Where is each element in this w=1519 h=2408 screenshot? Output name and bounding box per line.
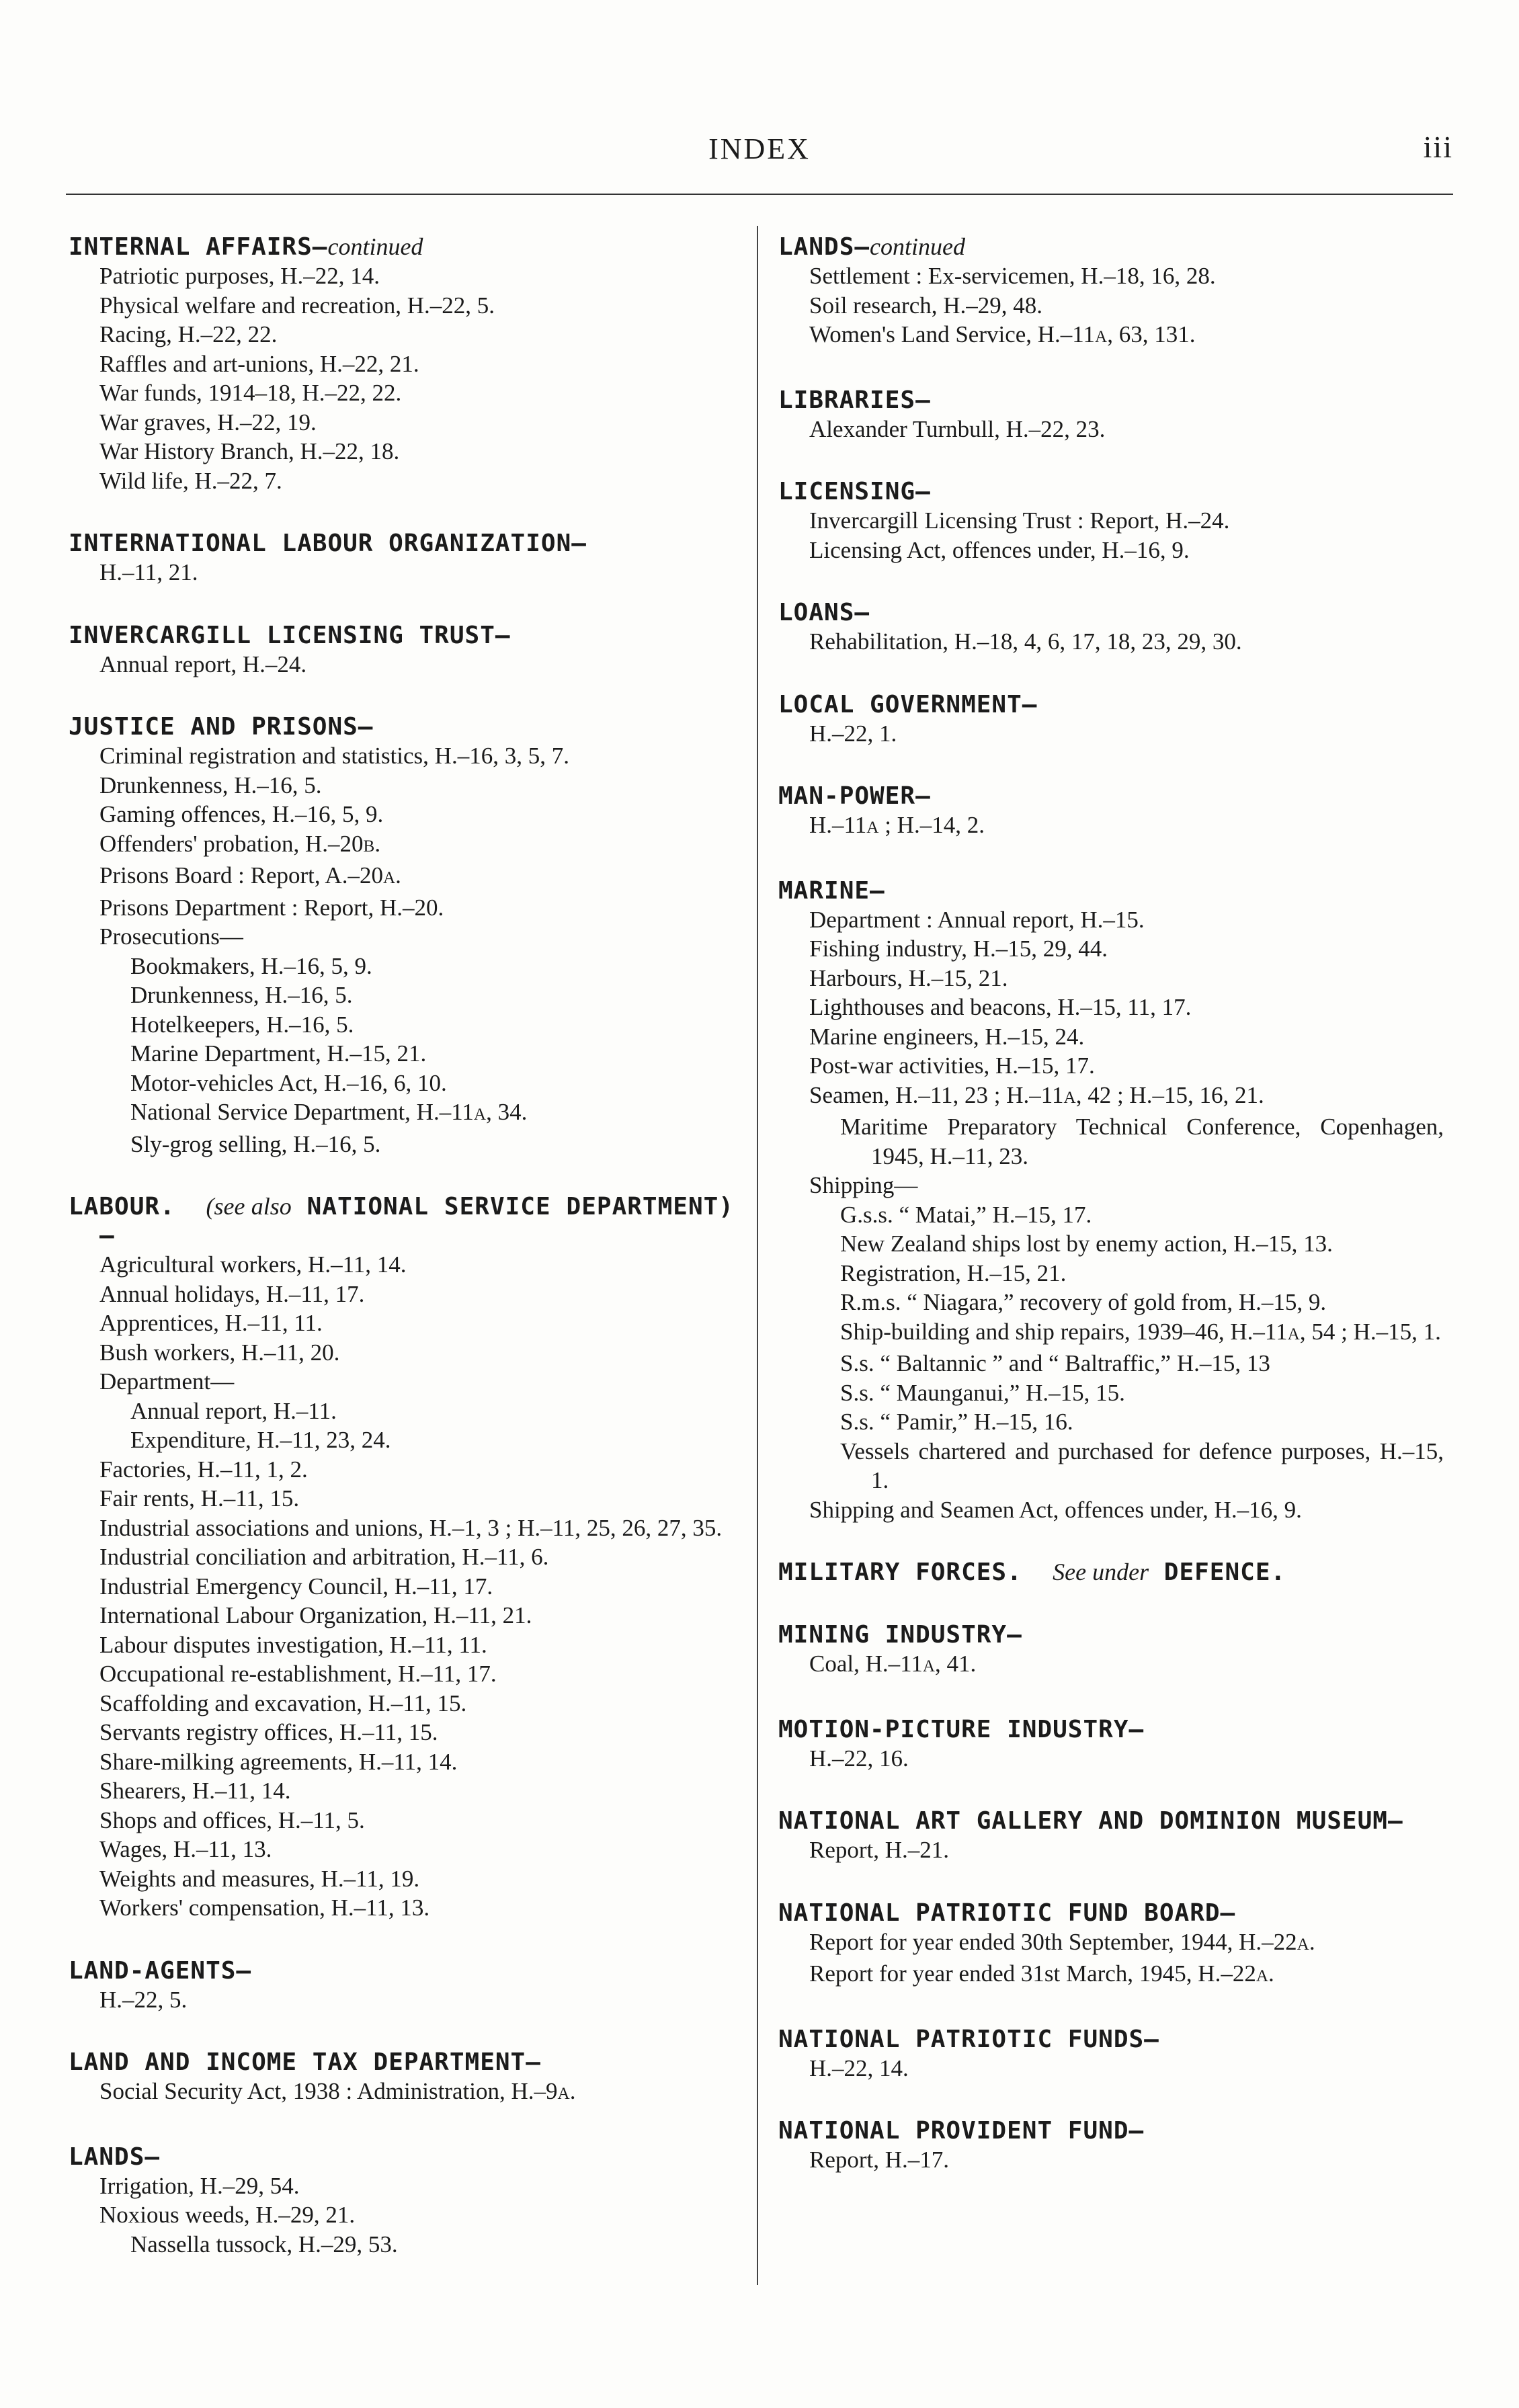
- heading-text: LAND AND INCOME TAX DEPARTMENT—: [69, 2048, 541, 2076]
- index-subentry: Shipping—: [809, 1172, 918, 1198]
- index-subentry: Harbours, H.–15, 21.: [809, 964, 1008, 991]
- heading-text: NATIONAL PATRIOTIC FUNDS—: [778, 2025, 1159, 2053]
- entry-heading: [69, 621, 734, 650]
- index-subentry: Irrigation, H.–29, 54.: [99, 2172, 300, 2199]
- heading-text: NATIONAL PROVIDENT FUND—: [778, 2117, 1145, 2145]
- report-suffix: A: [1063, 1088, 1076, 1107]
- entry-heading: [69, 233, 734, 261]
- index-subsubentry: S.s. “ Pamir,” H.–15, 16.: [840, 1409, 1073, 1435]
- heading-text: MILITARY FORCES.: [778, 1559, 1022, 1586]
- heading-tail: DEFENCE.: [1163, 1559, 1286, 1586]
- index-subentry: Offenders' probation, H.–20B.: [99, 830, 381, 857]
- index-subsubentry: Registration, H.–15, 21.: [840, 1259, 1067, 1286]
- index-subentry: Lighthouses and beacons, H.–15, 11, 17.: [809, 994, 1192, 1020]
- index-entry: [778, 1899, 1444, 1991]
- entry-heading: [778, 1620, 1444, 1649]
- index-subentry: Racing, H.–22, 22.: [99, 321, 278, 347]
- index-entry: [778, 876, 1444, 1525]
- report-suffix: B: [363, 837, 375, 856]
- heading-text: LOCAL GOVERNMENT—: [778, 690, 1038, 718]
- index-subsubentry: Ship-building and ship repairs, 1939–46, H.–11A, 54 ; H.–15, 1.: [840, 1318, 1441, 1345]
- index-entry: [778, 1807, 1444, 1865]
- index-subentry: H.–22, 5.: [99, 1986, 188, 2013]
- page-number: iii: [1423, 130, 1453, 164]
- entry-heading: [778, 876, 1444, 905]
- index-subentry: Servants registry offices, H.–11, 15.: [99, 1719, 438, 1745]
- index-entry: [69, 1956, 734, 2015]
- heading-text: LICENSING—: [778, 478, 931, 505]
- index-subentry: H.–22, 1.: [809, 720, 897, 747]
- index-subentry: Prisons Board : Report, A.–20A.: [99, 862, 401, 888]
- heading-text: NATIONAL PATRIOTIC FUND BOARD—: [778, 1899, 1236, 1927]
- index-entry: [69, 2143, 734, 2259]
- index-subsubentry: Annual report, H.–11.: [130, 1397, 337, 1424]
- entry-heading: [778, 233, 1444, 261]
- index-subsubentry: Nassella tussock, H.–29, 53.: [130, 2231, 398, 2257]
- index-subsubentry: Marine Department, H.–15, 21.: [130, 1040, 427, 1067]
- entry-heading: [69, 2143, 734, 2171]
- index-subentry: Rehabilitation, H.–18, 4, 6, 17, 18, 23, 29, 30.: [809, 628, 1242, 655]
- index-subentry: Shipping and Seamen Act, offences under, H.–16, 9.: [809, 1496, 1302, 1523]
- index-subentry: International Labour Organization, H.–11, 21.: [99, 1602, 532, 1628]
- entry-heading: [69, 529, 734, 558]
- entry-heading: [69, 1192, 734, 1250]
- index-entry: [778, 598, 1444, 657]
- entry-heading: [778, 598, 1444, 627]
- index-subentry: Noxious weeds, H.–29, 21.: [99, 2202, 356, 2228]
- heading-note: continued: [327, 233, 423, 260]
- report-suffix: A: [1256, 1967, 1269, 1985]
- index-subentry: Workers' compensation, H.–11, 13.: [99, 1895, 430, 1921]
- entry-heading: [778, 386, 1444, 415]
- index-subsubentry: G.s.s. “ Matai,” H.–15, 17.: [840, 1201, 1092, 1228]
- entry-heading: [778, 1899, 1444, 1927]
- report-suffix: A: [1297, 1935, 1309, 1954]
- index-subentry: Criminal registration and statistics, H.–16, 3, 5, 7.: [99, 743, 569, 769]
- index-subentry: H.–11A ; H.–14, 2.: [809, 812, 985, 838]
- index-subsubentry: Bookmakers, H.–16, 5, 9.: [130, 952, 372, 979]
- heading-text: JUSTICE AND PRISONS—: [69, 713, 374, 741]
- index-subentry: Factories, H.–11, 1, 2.: [99, 1456, 308, 1483]
- index-subentry: Wages, H.–11, 13.: [99, 1836, 272, 1862]
- index-subsubentry: S.s. “ Maunganui,” H.–15, 15.: [840, 1379, 1125, 1406]
- index-subsubentry: Drunkenness, H.–16, 5.: [130, 982, 353, 1008]
- left-column: [69, 233, 734, 2292]
- report-suffix: A: [1287, 1325, 1300, 1343]
- index-entry: [69, 621, 734, 679]
- index-subentry: Apprentices, H.–11, 11.: [99, 1310, 323, 1336]
- index-subentry: Patriotic purposes, H.–22, 14.: [99, 263, 380, 289]
- index-subentry: Annual report, H.–24.: [99, 651, 307, 677]
- index-subentry: Department—: [99, 1368, 235, 1395]
- index-subentry: Weights and measures, H.–11, 19.: [99, 1865, 420, 1892]
- index-subentry: H.–22, 16.: [809, 1745, 909, 1772]
- index-subentry: Report, H.–21.: [809, 1837, 950, 1863]
- heading-text: INTERNATIONAL LABOUR ORGANIZATION—: [69, 530, 587, 557]
- index-subentry: Women's Land Service, H.–11A, 63, 131.: [809, 321, 1196, 347]
- heading-text: MOTION-PICTURE INDUSTRY—: [778, 1715, 1145, 1743]
- heading-note: See under: [1053, 1559, 1149, 1585]
- entry-heading: [69, 2048, 734, 2077]
- index-entry: [778, 690, 1444, 749]
- index-entry: [778, 2116, 1444, 2175]
- index-entry: [69, 529, 734, 587]
- index-subentry: Department : Annual report, H.–15.: [809, 906, 1145, 933]
- heading-text: LANDS—: [69, 2143, 161, 2171]
- index-entry: [778, 2025, 1444, 2083]
- index-entry: [69, 712, 734, 1159]
- index-subentry: Licensing Act, offences under, H.–16, 9.: [809, 536, 1190, 563]
- index-subentry: Seamen, H.–11, 23 ; H.–11A, 42 ; H.–15, 16, 21.: [809, 1081, 1264, 1108]
- heading-text: MAN-POWER—: [778, 782, 931, 810]
- report-suffix: A: [382, 869, 396, 887]
- index-entry: [69, 2048, 734, 2109]
- index-subsubentry: Expenditure, H.–11, 23, 24.: [130, 1427, 391, 1453]
- report-suffix: A: [473, 1106, 487, 1124]
- index-entry: [69, 233, 734, 495]
- heading-note: continued: [870, 233, 966, 260]
- index-subentry: Shearers, H.–11, 14.: [99, 1778, 291, 1804]
- index-subentry: Fair rents, H.–11, 15.: [99, 1485, 300, 1511]
- page-header: [66, 128, 1453, 175]
- index-subentry: Industrial Emergency Council, H.–11, 17.: [99, 1573, 493, 1600]
- index-entry: [778, 782, 1444, 843]
- index-subsubentry: Hotelkeepers, H.–16, 5.: [130, 1011, 354, 1038]
- index-subsubentry: New Zealand ships lost by enemy action, H.–15, 13.: [840, 1231, 1333, 1257]
- index-subentry: Gaming offences, H.–16, 5, 9.: [99, 801, 384, 827]
- entry-heading: [778, 477, 1444, 506]
- index-subentry: Bush workers, H.–11, 20.: [99, 1339, 340, 1366]
- index-subentry: Report for year ended 31st March, 1945, H.–22A.: [809, 1960, 1274, 1987]
- index-subentry: Report for year ended 30th September, 1944, H.–22A.: [809, 1928, 1315, 1955]
- index-subentry: H.–11, 21.: [99, 559, 198, 585]
- index-subentry: Invercargill Licensing Trust : Report, H.–24.: [809, 507, 1230, 534]
- entry-heading: [778, 2025, 1444, 2054]
- index-entry: [778, 1620, 1444, 1682]
- index-subsubentry: R.m.s. “ Niagara,” recovery of gold from, H.–15, 9.: [840, 1289, 1327, 1315]
- heading-text: INTERNAL AFFAIRS—: [69, 233, 328, 261]
- index-subentry: Prisons Department : Report, H.–20.: [99, 894, 444, 921]
- index-subentry: Prosecutions—: [99, 923, 243, 950]
- index-subentry: Industrial associations and unions, H.–1, 3 ; H.–11, 25, 26, 27, 35.: [99, 1514, 723, 1541]
- index-subentry: Report, H.–17.: [809, 2147, 950, 2173]
- report-suffix: A: [922, 1657, 936, 1675]
- index-subentry: Agricultural workers, H.–11, 14.: [99, 1251, 407, 1278]
- index-subentry: H.–22, 14.: [809, 2054, 909, 2081]
- index-subentry: Drunkenness, H.–16, 5.: [99, 772, 322, 798]
- index-subsubentry: Sly-grog selling, H.–16, 5.: [130, 1130, 381, 1157]
- index-subentry: Share-milking agreements, H.–11, 14.: [99, 1748, 458, 1775]
- index-subentry: Physical welfare and recreation, H.–22, 5.: [99, 292, 495, 319]
- index-subentry: Marine engineers, H.–15, 24.: [809, 1023, 1085, 1050]
- index-subentry: Fishing industry, H.–15, 29, 44.: [809, 936, 1108, 962]
- entry-heading: [778, 1558, 1444, 1587]
- index-subsubentry: Maritime Preparatory Technical Conference, Copenhagen, 1945, H.–11, 23.: [840, 1114, 1444, 1169]
- heading-text: NATIONAL ART GALLERY AND DOMINION MUSEUM—: [778, 1807, 1403, 1835]
- index-subentry: Alexander Turnbull, H.–22, 23.: [809, 415, 1106, 442]
- report-suffix: A: [1095, 328, 1108, 346]
- index-subsubentry: Vessels chartered and purchased for defence purposes, H.–15, 1.: [840, 1438, 1444, 1493]
- heading-note: (see also: [206, 1193, 292, 1220]
- index-subentry: Occupational re-establishment, H.–11, 17.: [99, 1661, 497, 1687]
- heading-text: INVERCARGILL LICENSING TRUST—: [69, 621, 511, 649]
- index-subentry: Wild life, H.–22, 7.: [99, 467, 282, 494]
- index-subsubentry: S.s. “ Baltannic ” and “ Baltraffic,” H.–15, 13: [840, 1350, 1270, 1376]
- entry-heading: [778, 782, 1444, 811]
- column-divider: [757, 226, 758, 2285]
- heading-text: LANDS—: [778, 233, 870, 261]
- entry-heading: [778, 1715, 1444, 1744]
- heading-text: MARINE—: [778, 876, 885, 905]
- heading-text: LOANS—: [778, 599, 870, 626]
- entry-heading: [778, 690, 1444, 719]
- index-subentry: Annual holidays, H.–11, 17.: [99, 1280, 365, 1307]
- header-rule: [66, 194, 1453, 195]
- index-entry: [778, 1558, 1444, 1587]
- heading-tail: NATIONAL SERVICE DEPARTMENT)—: [99, 1193, 734, 1249]
- index-subentry: War History Branch, H.–22, 18.: [99, 438, 400, 464]
- entry-heading: [69, 712, 734, 741]
- right-column: [778, 233, 1444, 2208]
- index-subentry: War graves, H.–22, 19.: [99, 409, 317, 435]
- index-subentry: Coal, H.–11A, 41.: [809, 1651, 977, 1677]
- report-suffix: A: [866, 819, 879, 837]
- heading-text: MINING INDUSTRY—: [778, 1621, 1022, 1649]
- entry-heading: [778, 1807, 1444, 1835]
- heading-text: LAND-AGENTS—: [69, 1956, 252, 1985]
- index-entry: [778, 386, 1444, 444]
- index-subentry: Scaffolding and excavation, H.–11, 15.: [99, 1690, 467, 1716]
- index-entry: [69, 1192, 734, 1923]
- index-subentry: Post-war activities, H.–15, 17.: [809, 1052, 1095, 1079]
- index-subentry: Raffles and art-unions, H.–22, 21.: [99, 350, 419, 377]
- page-title: INDEX: [708, 132, 811, 165]
- index-subentry: Industrial conciliation and arbitration, H.–11, 6.: [99, 1544, 549, 1570]
- heading-text: LIBRARIES—: [778, 386, 931, 414]
- index-entry: [778, 233, 1444, 352]
- index-entry: [778, 477, 1444, 565]
- entry-heading: [69, 1956, 734, 1985]
- index-subsubentry: National Service Department, H.–11A, 34.: [130, 1099, 528, 1125]
- index-entry: [778, 1715, 1444, 1774]
- index-subentry: Soil research, H.–29, 48.: [809, 292, 1043, 319]
- index-subentry: War funds, 1914–18, H.–22, 22.: [99, 380, 402, 406]
- index-subentry: Social Security Act, 1938 : Administration, H.–9A.: [99, 2078, 576, 2104]
- entry-heading: [778, 2116, 1444, 2145]
- index-subentry: Settlement : Ex-servicemen, H.–18, 16, 28.: [809, 263, 1216, 289]
- index-subsubentry: Motor-vehicles Act, H.–16, 6, 10.: [130, 1069, 447, 1096]
- index-subentry: Shops and offices, H.–11, 5.: [99, 1807, 365, 1833]
- index-subentry: Labour disputes investigation, H.–11, 11.: [99, 1631, 487, 1658]
- heading-text: LABOUR.: [69, 1193, 175, 1220]
- report-suffix: A: [557, 2085, 570, 2103]
